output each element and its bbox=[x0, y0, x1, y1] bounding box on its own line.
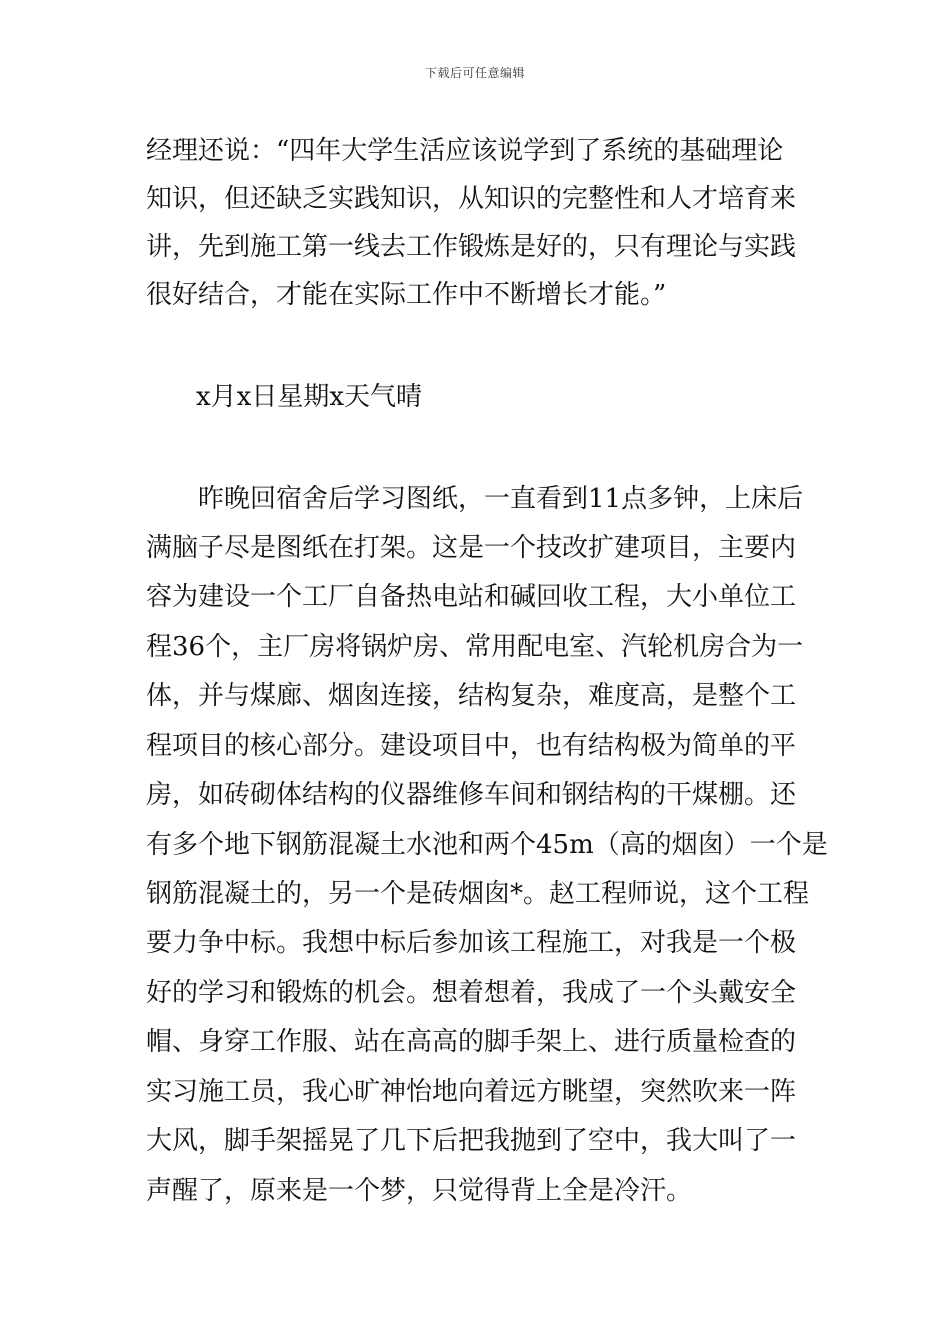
text-line: 经理还说：“四年大学生活应该说学到了系统的基础理论 bbox=[146, 136, 784, 166]
text-line: 好的学习和锻炼的机会。想着想着，我成了一个头戴安全 bbox=[146, 978, 797, 1008]
text-line: 体，并与煤廊、烟囱连接，结构复杂，难度高，是整个工 bbox=[146, 681, 797, 711]
text-line: 钢筋混凝土的，另一个是砖烟囱*。赵工程师说，这个工程 bbox=[146, 879, 810, 909]
text-line: 讲，先到施工第一线去工作锻炼是好的，只有理论与实践 bbox=[146, 232, 797, 262]
text-line: 满脑子尽是图纸在打架。这是一个技改扩建项目，主要内 bbox=[146, 533, 797, 563]
text-line: 房，如砖砌体结构的仪器维修车间和钢结构的干煤棚。还 bbox=[146, 780, 797, 810]
text-line: 帽、身穿工作服、站在高高的脚手架上、进行质量检查的 bbox=[146, 1027, 797, 1057]
text-line: 昨晚回宿舍后学习图纸，一直看到11点多钟，上床后 bbox=[146, 484, 804, 514]
text-line: 要力争中标。我想中标后参加该工程施工，对我是一个极 bbox=[146, 928, 797, 958]
text-line: 知识，但还缺乏实践知识，从知识的完整性和人才培育来 bbox=[146, 184, 797, 214]
text-line: 程项目的核心部分。建设项目中，也有结构极为简单的平 bbox=[146, 731, 797, 761]
text-line: 有多个地下钢筋混凝土水池和两个45m（高的烟囱）一个是 bbox=[146, 830, 828, 860]
text-line: 大风，脚手架摇晃了几下后把我抛到了空中，我大叫了一 bbox=[146, 1126, 797, 1156]
text-line: 声醒了，原来是一个梦，只觉得背上全是冷汗。 bbox=[146, 1176, 693, 1206]
text-line: 很好结合，才能在实际工作中不断增长才能。” bbox=[146, 280, 667, 310]
text-line: 容为建设一个工厂自备热电站和碱回收工程，大小单位工 bbox=[146, 582, 797, 612]
diary-date-heading: x月x日星期x天气晴 bbox=[196, 382, 422, 412]
text-line: 程36个，主厂房将锅炉房、常用配电室、汽轮机房合为一 bbox=[146, 632, 804, 662]
page-header-note: 下载后可任意编辑 bbox=[424, 66, 525, 80]
text-line: 实习施工员，我心旷神怡地向着远方眺望，突然吹来一阵 bbox=[146, 1077, 797, 1107]
